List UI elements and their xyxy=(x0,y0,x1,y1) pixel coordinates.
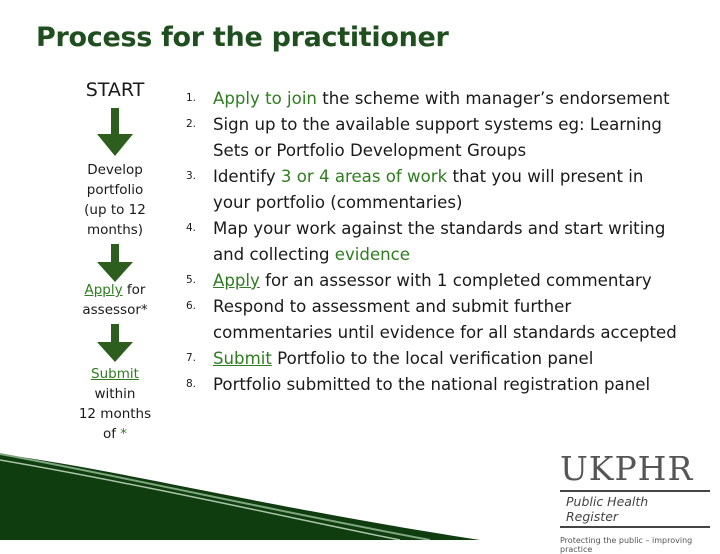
flow-apply-link[interactable]: Apply xyxy=(84,282,123,298)
logo-subtitle: Public Health Register xyxy=(560,490,710,528)
flow-submit-line3: 12 months xyxy=(78,406,152,422)
step-link[interactable]: Apply xyxy=(213,271,260,290)
step-text: the scheme with manager’s endorsement xyxy=(316,89,670,108)
logo-tagline: Protecting the public – improving practice xyxy=(560,536,693,554)
flow-develop-line3: (up to 12 xyxy=(84,202,146,218)
step-number: 5. xyxy=(185,274,196,286)
flow-develop-line1: Develop xyxy=(87,162,143,178)
step-text: Respond to assessment and submit further xyxy=(213,297,572,316)
step-text: evidence xyxy=(334,245,410,264)
down-arrow-icon xyxy=(83,324,147,364)
flow-apply-rest: for xyxy=(122,282,146,298)
step-item xyxy=(166,216,706,268)
step-line xyxy=(213,346,706,372)
step-number: 6. xyxy=(185,300,196,312)
step-line xyxy=(213,294,706,320)
step-number: 8. xyxy=(185,378,196,390)
step-text: Map your work against the standards and start writing xyxy=(213,219,666,238)
step-line xyxy=(213,216,706,242)
flow-develop-line4: months) xyxy=(86,222,144,238)
flow-develop-line2: portfolio xyxy=(86,182,144,198)
step-text: 3 or 4 areas of work xyxy=(280,167,448,186)
flow-apply-line2: assessor* xyxy=(82,302,148,318)
step-number: 3. xyxy=(185,170,196,182)
step-item xyxy=(166,112,706,164)
ukphr-logo xyxy=(560,449,710,554)
step-text: Portfolio to the local verification panel xyxy=(271,349,594,368)
logo-wordmark: UKPHR xyxy=(560,449,694,488)
step-line xyxy=(213,86,706,112)
flow-submit-link[interactable]: Submit xyxy=(91,366,139,382)
flow-submit-asterisk: * xyxy=(120,426,128,442)
step-text: Sets or Portfolio Development Groups xyxy=(213,141,527,160)
step-text: commentaries until evidence for all standards accepted xyxy=(213,323,677,342)
step-link[interactable]: Submit xyxy=(213,349,272,368)
step-item xyxy=(166,268,706,294)
step-text: Apply to join xyxy=(213,89,317,108)
step-line xyxy=(213,138,706,164)
step-item xyxy=(166,294,706,346)
step-text: that you will present in xyxy=(447,167,644,186)
step-item xyxy=(166,86,706,112)
flow-submit-line2: within xyxy=(94,386,136,402)
step-line xyxy=(213,372,706,398)
step-number: 1. xyxy=(185,92,196,104)
step-line xyxy=(213,320,706,346)
step-item xyxy=(166,372,706,398)
step-text: for an assessor with 1 completed commentary xyxy=(259,271,652,290)
step-text: your portfolio (commentaries) xyxy=(213,193,463,212)
flow-start-label: START xyxy=(85,79,145,101)
page-title: Process for the practitioner xyxy=(36,22,449,53)
down-arrow-icon xyxy=(83,244,147,284)
step-text: Sign up to the available support systems eg: Learning xyxy=(213,115,662,134)
step-line xyxy=(213,268,706,294)
step-text: Identify xyxy=(213,167,281,186)
step-item xyxy=(166,346,706,372)
step-text: Portfolio submitted to the national registration panel xyxy=(213,375,651,394)
decorative-swoosh xyxy=(0,440,560,540)
step-line xyxy=(213,190,706,216)
step-line xyxy=(213,242,706,268)
steps-list xyxy=(166,86,706,398)
step-line xyxy=(213,164,706,190)
step-text: and collecting xyxy=(213,245,335,264)
step-item xyxy=(166,164,706,216)
step-number: 7. xyxy=(185,352,196,364)
step-line xyxy=(213,112,706,138)
down-arrow-icon xyxy=(83,108,147,158)
step-number: 2. xyxy=(185,118,196,130)
flow-submit-line4a: of xyxy=(102,426,121,442)
step-number: 4. xyxy=(185,222,196,234)
